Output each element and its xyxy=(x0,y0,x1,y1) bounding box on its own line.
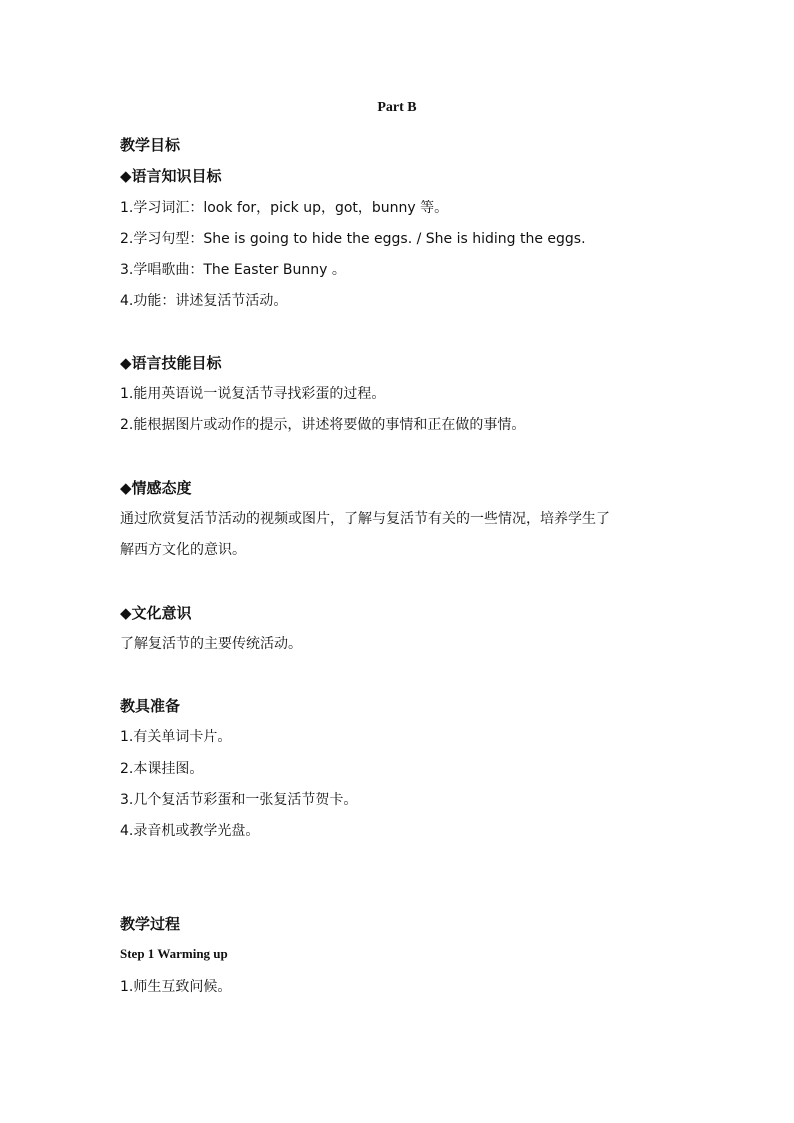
lang-skill-item: 1.能用英语说一说复活节寻找彩蛋的过程。 xyxy=(120,386,386,402)
materials-item: 4.录音机或教学光盘。 xyxy=(120,823,260,839)
emotion-heading: ◆情感态度 xyxy=(120,479,192,497)
materials-item: 3.几个复活节彩蛋和一张复活节贺卡。 xyxy=(120,792,358,808)
lang-knowledge-item: 1.学习词汇：look for，pick up，got，bunny 等。 xyxy=(120,200,449,216)
lang-knowledge-item: 4.功能：讲述复活节活动。 xyxy=(120,293,288,309)
culture-text: 了解复活节的主要传统活动。 xyxy=(120,636,302,652)
lang-knowledge-heading: ◆语言知识目标 xyxy=(120,167,222,185)
materials-item: 2.本课挂图。 xyxy=(120,761,204,777)
culture-heading: ◆文化意识 xyxy=(120,604,192,622)
materials-item: 1.有关单词卡片。 xyxy=(120,729,232,745)
lang-skill-item: 2.能根据图片或动作的提示，讲述将要做的事情和正在做的事情。 xyxy=(120,417,526,433)
doc-title: Part B xyxy=(377,100,417,115)
emotion-text-line: 解西方文化的意识。 xyxy=(120,542,246,558)
step1-heading: Step 1 Warming up xyxy=(120,946,228,961)
process-item: 1.师生互致问候。 xyxy=(120,979,232,995)
lang-knowledge-item: 3.学唱歌曲：The Easter Bunny 。 xyxy=(120,262,346,278)
lang-knowledge-item: 2.学习句型：She is going to hide the eggs. / She is hiding the eggs. xyxy=(120,231,586,247)
emotion-text-line: 通过欣赏复活节活动的视频或图片，了解与复活节有关的一些情况，培养学生了 xyxy=(120,511,610,527)
lang-skill-heading: ◆语言技能目标 xyxy=(120,354,222,372)
materials-heading: 教具准备 xyxy=(120,697,181,715)
objectives-heading: 教学目标 xyxy=(120,136,181,154)
process-heading: 教学过程 xyxy=(120,915,181,933)
